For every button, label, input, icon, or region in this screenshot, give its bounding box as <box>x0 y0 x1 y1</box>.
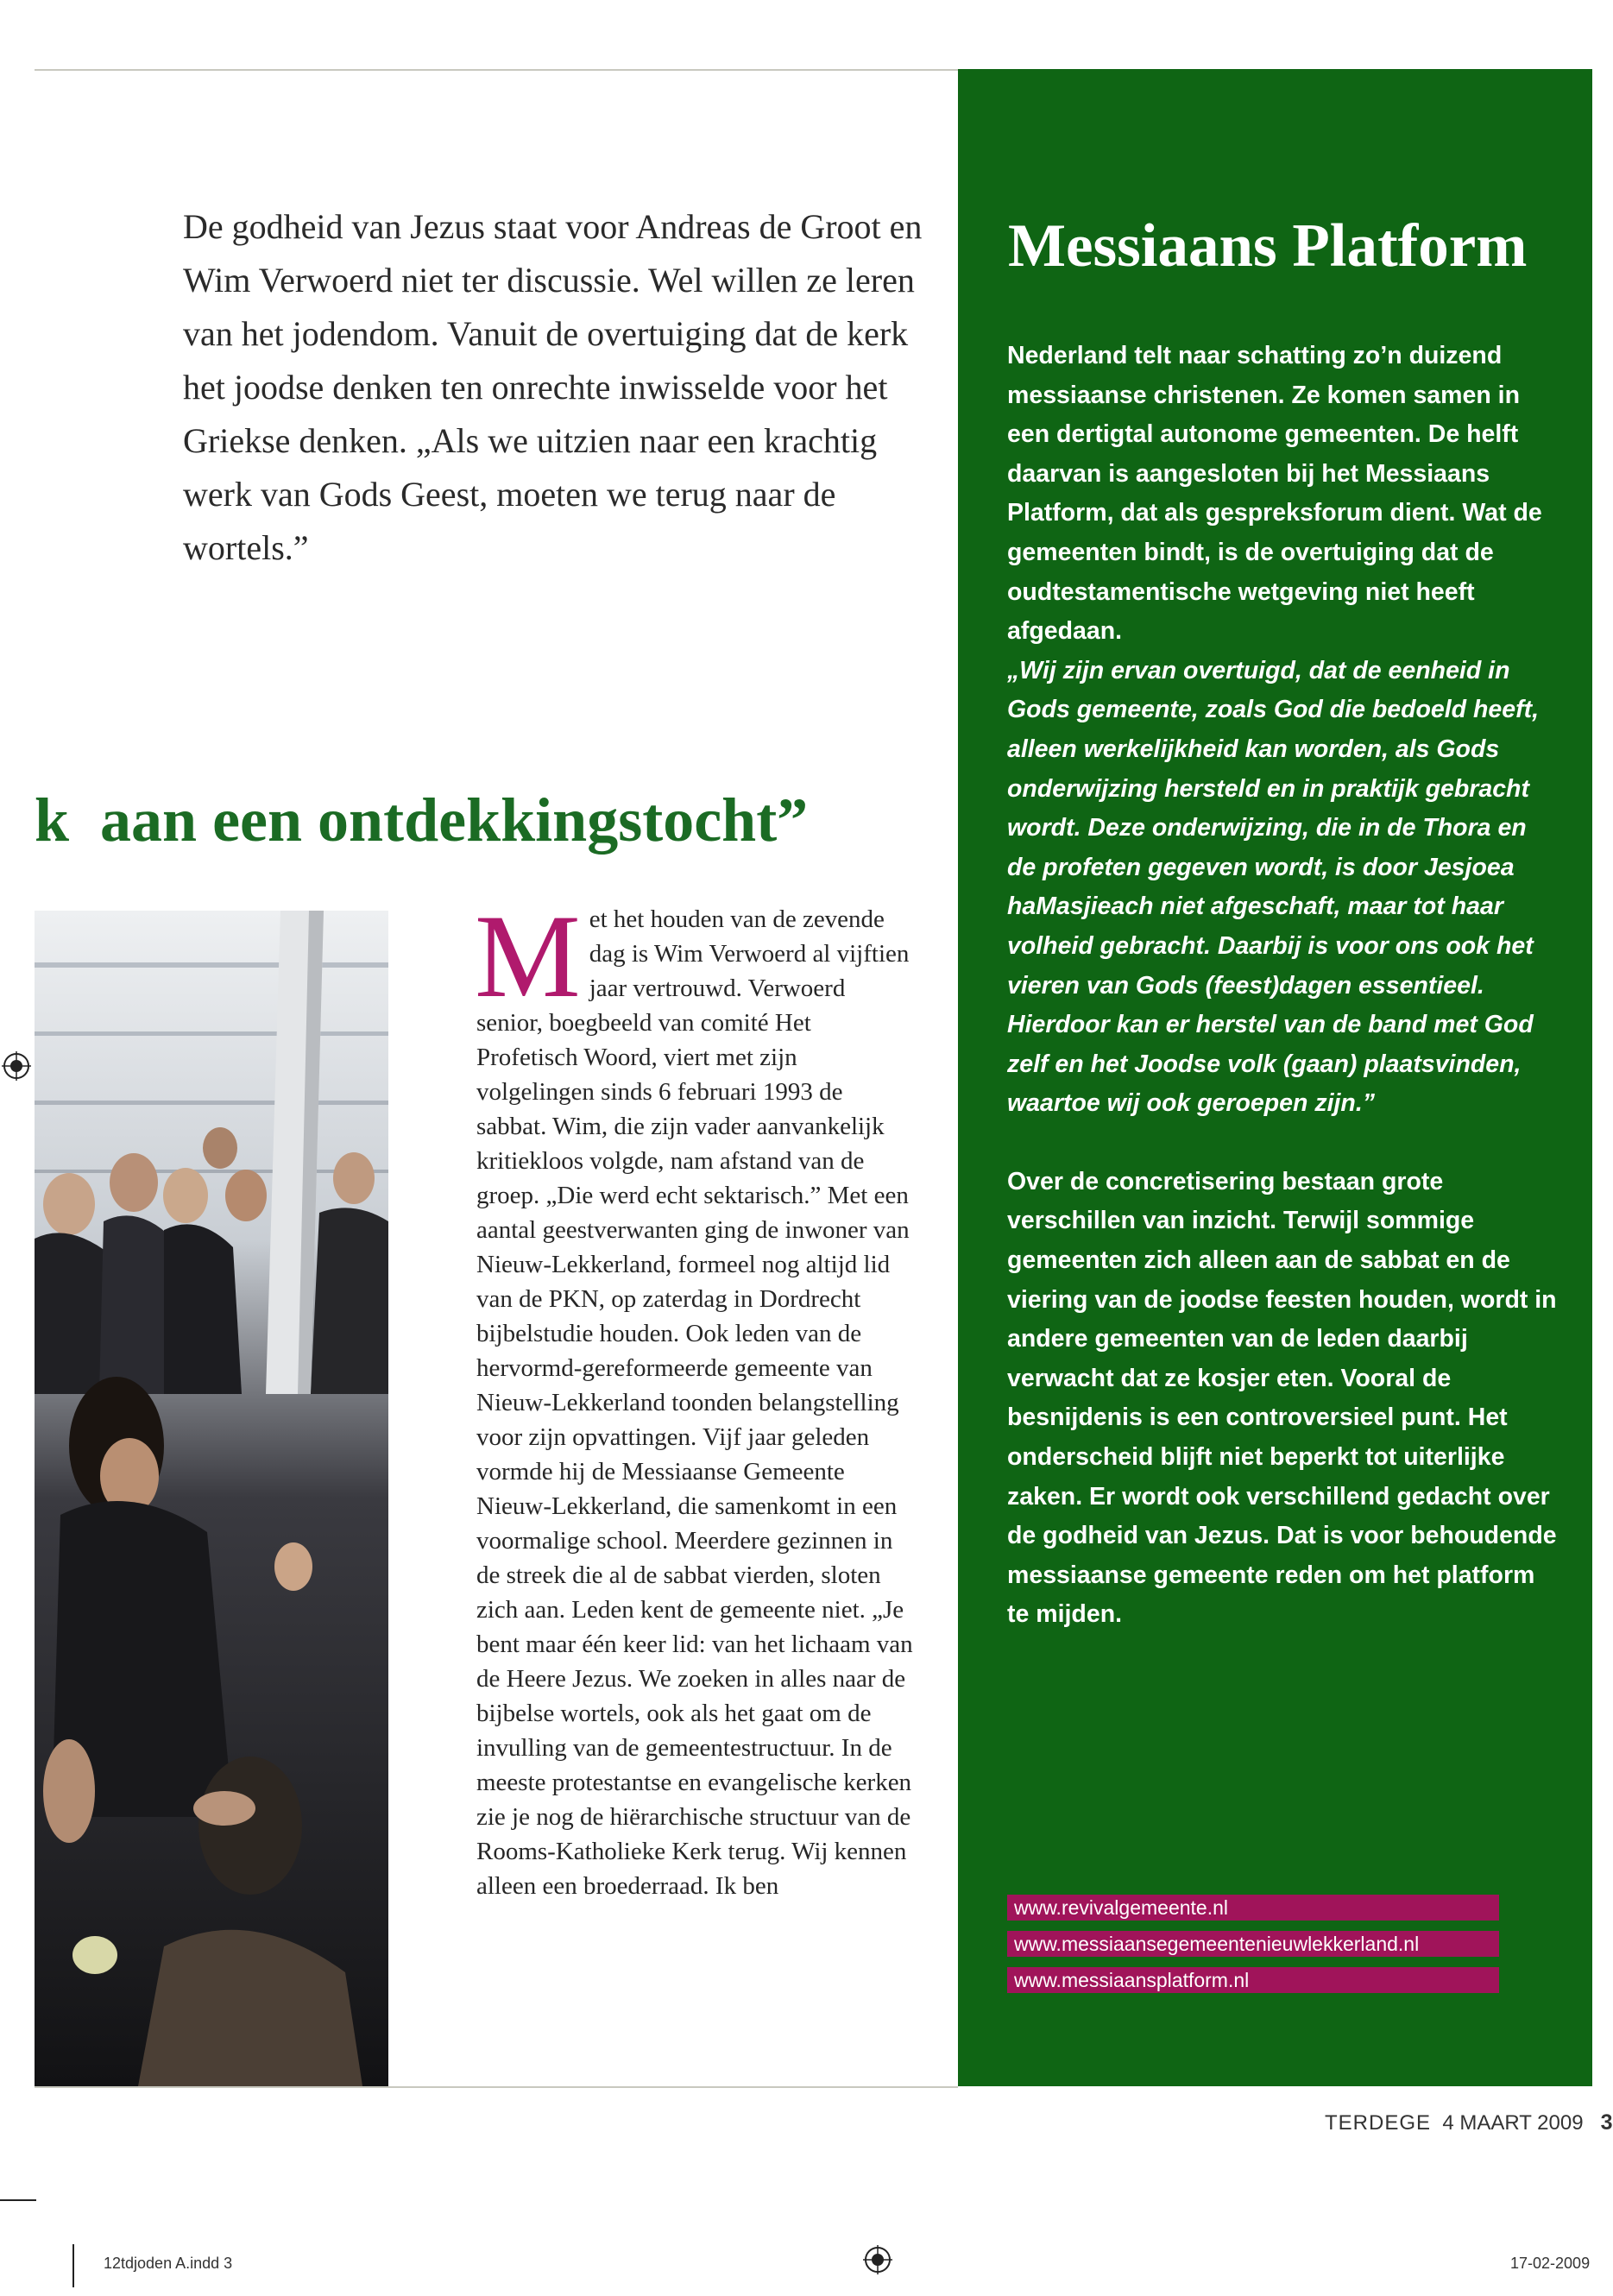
magazine-name: TERDEGE <box>1325 2111 1432 2135</box>
sidebar-title: Messiaans Platform <box>1008 212 1528 280</box>
headline-cut-letter: k <box>35 785 70 855</box>
messiaans-platform-sidebar <box>958 69 1592 2086</box>
sidebar-text <box>1007 337 1559 1635</box>
slug-file-name: 12tdjoden A.indd 3 <box>104 2255 233 2272</box>
page-number: 3 <box>1600 2110 1613 2135</box>
article-headline <box>35 781 958 859</box>
drop-cap: M <box>475 890 581 1022</box>
paragraph-gap <box>1007 1124 1559 1163</box>
link-revivalgemeente[interactable]: www.revivalgemeente.nl <box>1007 1895 1499 1921</box>
registration-mark-icon <box>2 1051 31 1081</box>
sidebar-links <box>1007 1895 1499 2003</box>
article-body <box>475 890 917 1903</box>
sidebar-quote: „Wij zijn ervan overtuigd, dat de eenheid in Gods gemeente, zoals God die bedoeld heeft, alleen werkelijkheid kan worden, als Gods onderwijzing hersteld en in praktijk gebracht wordt. Deze onderwijzing, die in de Thora en de profeten gegeven wordt, is door Jesjoea haMasjieach niet afgeschaft, maar tot haar volheid gebracht. Daarbij is voor ons ook het vieren van Gods (feest)dagen essentieel. Hierdoor kan er herstel van de band met God zelf en het Joodse volk (gaan) plaatsvinden, waartoe wij ook geroepen zijn.” <box>1007 656 1540 1118</box>
article-text: et het houden van de zevende dag is Wim Verwoerd al vijftien jaar vertrouwd. Verwoerd senior, boegbeeld van comité Het Profetisch Woord, viert met zijn volgelingen sinds 6 februari 1993 de sabbat. Wim, die zijn vader aanvankelijk kritiekloos volgde, nam afstand van de groep. „Die werd echt sektarisch.” Met een aantal geestverwanten ging de inwoner van Nieuw-Lekkerland, formeel nog altijd lid van de PKN, op zaterdag in Dordrecht bijbelstudie houden. Ook leden van de hervormd-gereformeerde gemeente van Nieuw-Lekkerland toonden belangstelling voor zijn opvattingen. Vijf jaar geleden vormde hij de Messiaanse Gemeente Nieuw-Lekkerland, die samenkomt in een voormalige school. Meerdere gezinnen in de streek die al de sabbat vierden, sloten zich aan. Leden kent de gemeente niet. „Je bent maar één keer lid: van het lichaam van de Heere Jezus. We zoeken in alles naar de bijbelse wortels, ook als het gaat om de invulling van de gemeentestructuur. In de meeste protestantse en evangelische kerken zie je nog de hiërarchische structuur van de Rooms-Katholieke Kerk terug. Wij kennen alleen een broederraad. Ik ben <box>476 905 913 1900</box>
registration-mark-icon <box>863 2245 892 2274</box>
headline-text: aan een ontdekkingstocht” <box>100 785 809 855</box>
crop-mark <box>72 2244 74 2287</box>
sidebar-paragraph-1: Nederland telt naar schatting zo’n duizend messiaanse christenen. Ze komen samen in een dertigtal autonome gemeenten. De helft daarvan is aangesloten bij het Messiaans Platform, dat als gespreksforum dient. Wat de gemeenten bindt, is de overtuiging dat de oudtestamentische wetgeving niet heeft afgedaan. <box>1007 342 1542 646</box>
bottom-trim-line <box>35 2086 958 2088</box>
link-messiaansegemeente[interactable]: www.messiaansegemeentenieuwlekkerland.nl <box>1007 1931 1499 1957</box>
top-trim-line <box>35 69 958 71</box>
link-messiaansplatform[interactable]: www.messiaansplatform.nl <box>1007 1967 1499 1993</box>
issue-date: 4 MAART 2009 <box>1442 2111 1584 2135</box>
page-folio <box>1325 2110 1613 2145</box>
congregation-photo <box>35 911 388 2086</box>
intro-paragraph: De godheid van Jezus staat voor Andreas de Groot en Wim Verwoerd niet ter discussie. Wel willen ze leren van het jodendom. Vanuit de overtuiging dat de kerk het joodse denken ten onrechte inwisselde voor het Griekse denken. „Als we uitzien naar een krachtig werk van Gods Geest, moeten we terug naar de wortels.” <box>183 207 923 567</box>
sidebar-paragraph-2: Over de concretisering bestaan grote verschillen van inzicht. Terwijl sommige gemeenten zich alleen aan de sabbat en de viering van de joodse feesten houden, wordt in andere gemeenten van de leden daarbij verwacht dat ze kosjer eten. Vooral de besnijdenis is een controversieel punt. Het onderscheid blijft niet beperkt tot uiterlijke zaken. Er wordt ook verschillend gedacht over de godheid van Jezus. Dat is voor behoudende messiaanse gemeente reden om het platform te mijden. <box>1007 1167 1557 1629</box>
crop-mark <box>0 2199 36 2201</box>
slug-date: 17-02-2009 <box>1510 2255 1591 2272</box>
congregation-photo-illustration <box>35 911 388 2086</box>
